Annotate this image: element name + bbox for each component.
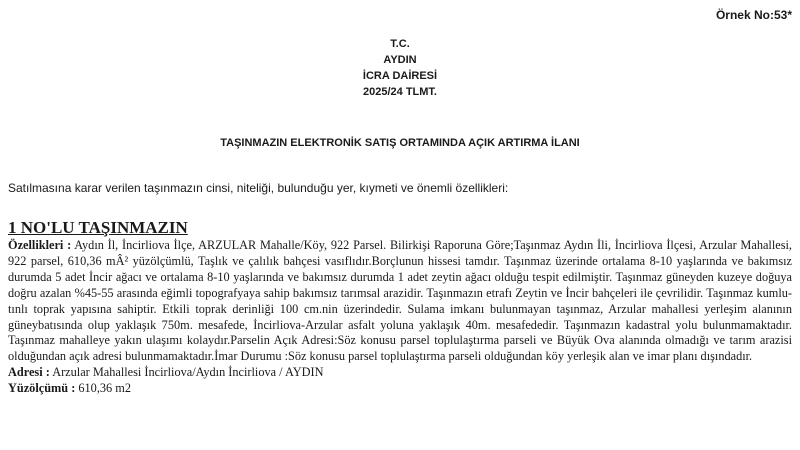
header-city: AYDIN <box>383 54 417 66</box>
property-details <box>8 238 792 397</box>
ornek-number: Örnek No:53* <box>715 8 792 22</box>
property-address <box>8 365 792 381</box>
address-text: Arzular Mahallesi İncirliova/Aydın İncirliova / AYDIN <box>52 365 324 380</box>
features-text: Aydın İl, İncirliova İlçe, ARZULAR Mahalle/Köy, 922 Parsel. Bilirkişi Raporuna Göre;Taşınmaz Aydın İli, İncirliova İlçesi, Arzular Mahallesi, 922 parsel, 610,36 mÂ² yüzölçümlü, Taşlık ve çalılık bahçesi vasıflıdır.Borçlunun hissesi tamdır. Taşınmaz üzerinde ortalama 8-10 yaşlarında ve bakımsız durumda 5 adet İncir ağacı ve ortalama 8-10 yaşlarında ve bakımsız durumda 1 adet zeytin ağacı olduğu tespit edilmiştir. Taşınmaz güneyden kuzeye doğuya doğru azalan %45-55 arasında eğimli topografyaya sahip bakımsız tarımsal arazidir. Taşınmazın etrafı Zeytin ve İncir bahçeleri ile çevrilidir. Taşınmaz kumlu-tınlı toprak yapısına sahiptir. Etkili toprak derinliği 100 cm.nin üzerindedir. Sulama imkanı bulunmayan taşınmaz, Arzular mahallesi yerleşim alanının güneybatısında olup yaklaşık 750m. mesafede, İncirliova-Arzular asfalt yoluna yaklaşık 40m. mesafededir. Taşınmazın kadastral yolu bulunmamaktadır. Taşınmaz mahalleye yakın ulaşımı kolaydır.Parselin Açık Adresi:Söz konusu parsel toplulaştırma parseli ve Büyük Ova alanında olmadığı ve tarım arazisi olduğundan açık adresi bulunmamaktadır.İmar Durumu :Söz konusu parsel toplulaştırma parseli olduğundan köy yerleşik alan ve imar planı dışındadır. <box>8 238 792 364</box>
intro-text: Satılmasına karar verilen taşınmazın cinsi, niteliği, bulunduğu yer, kıymeti ve önemli özellikleri: <box>8 181 509 195</box>
document-header <box>0 36 800 100</box>
header-file-number: 2025/24 TLMT. <box>363 86 437 98</box>
header-office: İCRA DAİRESİ <box>362 70 438 82</box>
area-text: 610,36 m2 <box>78 381 131 396</box>
property-features <box>8 238 792 365</box>
header-tc: T.C. <box>390 38 410 50</box>
area-label: Yüzölçümü : <box>8 381 76 396</box>
property-area <box>8 381 792 397</box>
property-heading: 1 NO'LU TAŞINMAZIN <box>8 218 188 237</box>
address-label: Adresi : <box>8 365 50 380</box>
announcement-title: TAŞINMAZIN ELEKTRONİK SATIŞ ORTAMINDA AÇIK ARTIRMA İLANI <box>220 137 580 149</box>
features-label: Özellikleri : <box>8 238 72 252</box>
